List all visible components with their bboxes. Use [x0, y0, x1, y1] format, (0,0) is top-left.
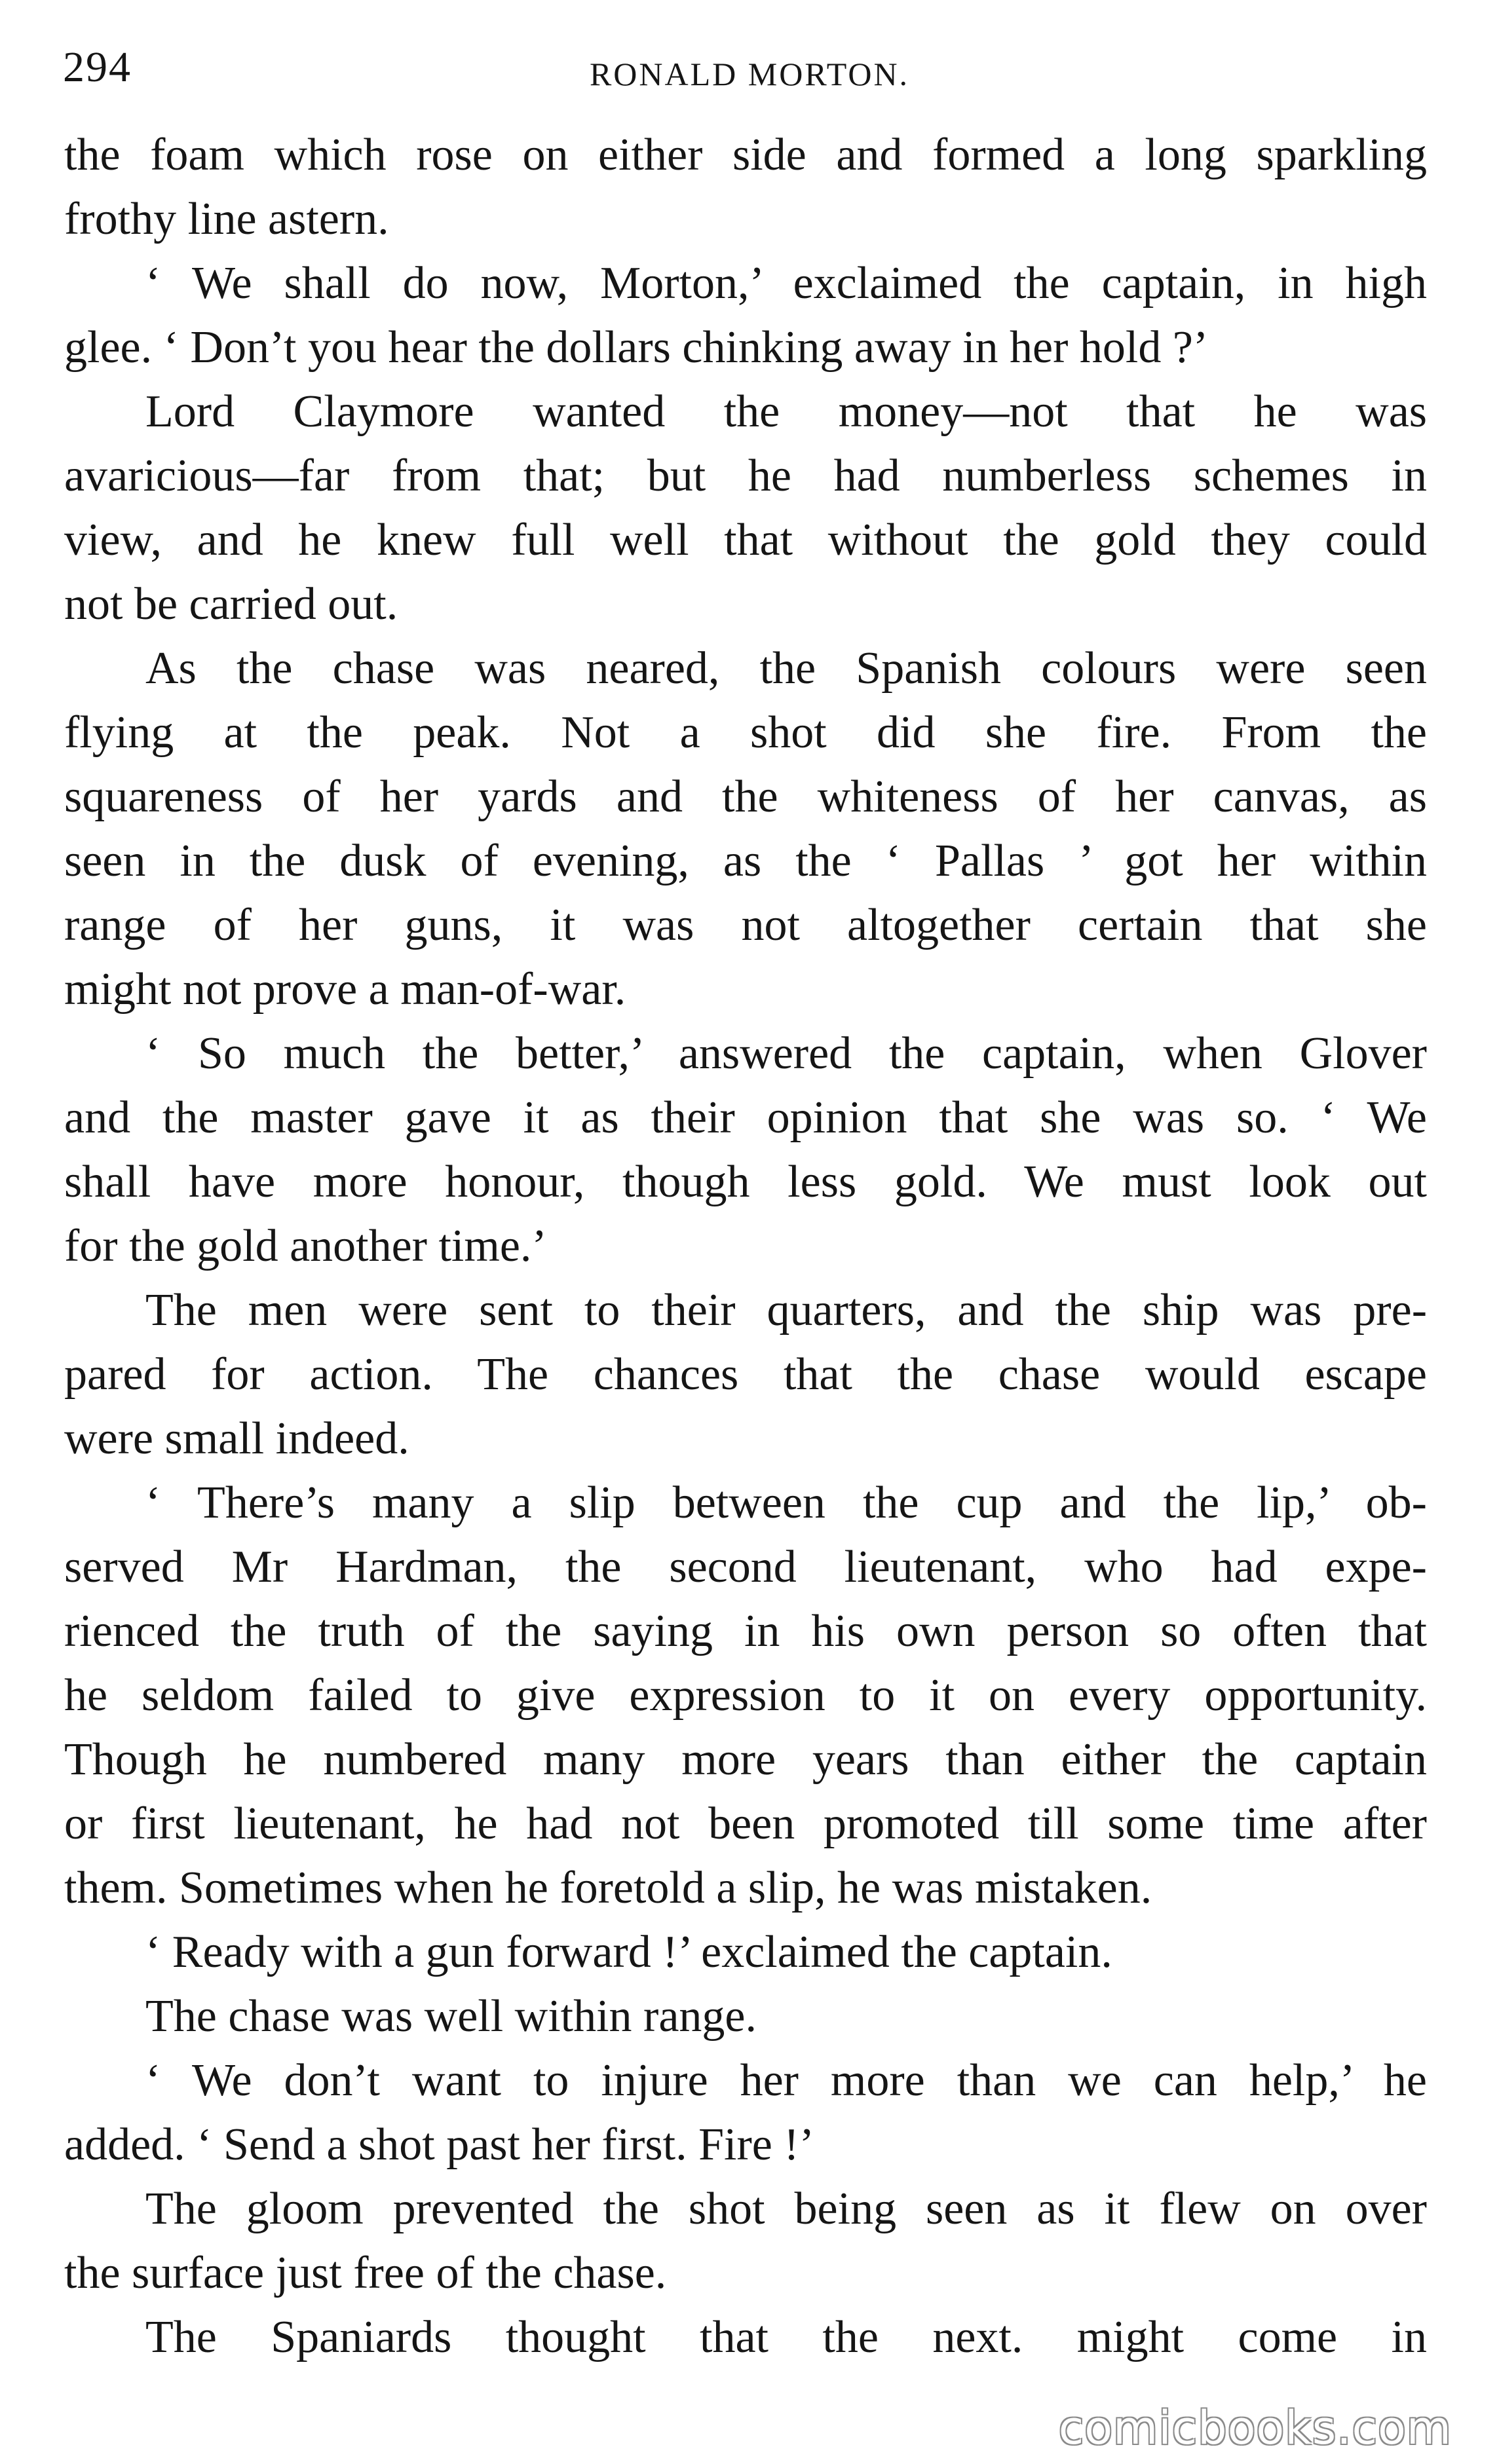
text-line: The gloom prevented the shot being seen as it flew on over [145, 2184, 1427, 2234]
text-line: Lord Claymore wanted the money—not that he was [145, 386, 1427, 437]
page-body [64, 123, 1427, 2370]
text-line: seen in the dusk of evening, as the ‘ Pallas ’ got her within [64, 836, 1427, 886]
text-line: and the master gave it as their opinion that she was so. ‘ We [64, 1092, 1427, 1143]
text-line: rienced the truth of the saying in his own person so often that [64, 1606, 1427, 1656]
text-line: ‘ We shall do now, Morton,’ exclaimed the captain, in high [145, 258, 1427, 308]
text-line: view, and he knew full well that without the gold they could [64, 515, 1427, 565]
text-line: As the chase was neared, the Spanish colours were seen [145, 643, 1427, 694]
text-line: the surface just free of the chase. [64, 2248, 667, 2298]
text-line: flying at the peak. Not a shot did she fire. From the [64, 707, 1427, 758]
text-line: added. ‘ Send a shot past her first. Fire !’ [64, 2119, 814, 2170]
text-line: range of her guns, it was not altogether certain that she [64, 900, 1427, 950]
text-line: or first lieutenant, he had not been promoted till some time after [64, 1799, 1427, 1849]
text-line: glee. ‘ Don’t you hear the dollars chinking away in her hold ?’ [64, 322, 1209, 373]
text-line: for the gold another time.’ [64, 1221, 547, 1271]
text-line: pared for action. The chances that the chase would escape [64, 1349, 1427, 1400]
text-line: them. Sometimes when he foretold a slip, he was mistaken. [64, 1863, 1152, 1913]
text-line: The men were sent to their quarters, and the ship was pre- [145, 1285, 1427, 1335]
watermark: comicbooks.com [1058, 2401, 1452, 2455]
text-line: avaricious—far from that; but he had numberless schemes in [64, 451, 1427, 501]
text-line: served Mr Hardman, the second lieutenant, who had expe- [64, 1542, 1427, 1592]
text-line: Though he numbered many more years than either the captain [64, 1734, 1427, 1785]
text-line: not be carried out. [64, 579, 398, 629]
text-line: The chase was well within range. [145, 1991, 757, 2042]
text-line: he seldom failed to give expression to it on every opportunity. [64, 1670, 1427, 1721]
text-line: might not prove a man-of-war. [64, 964, 626, 1015]
page-number: 294 [63, 43, 132, 91]
text-line: were small indeed. [64, 1413, 409, 1464]
text-line: frothy line astern. [64, 194, 389, 244]
running-title: RONALD MORTON. [589, 56, 910, 92]
text-line: squareness of her yards and the whiteness of her canvas, as [64, 772, 1427, 822]
text-line: the foam which rose on either side and formed a long sparkling [64, 130, 1427, 180]
text-line: The Spaniards thought that the next. might come in [145, 2312, 1427, 2362]
text-line: ‘ So much the better,’ answered the captain, when Glover [145, 1028, 1427, 1079]
text-line: shall have more honour, though less gold. We must look out [64, 1157, 1427, 1207]
text-line: ‘ Ready with a gun forward !’ exclaimed the captain. [145, 1927, 1112, 1977]
text-line: ‘ We don’t want to injure her more than we can help,’ he [145, 2055, 1427, 2106]
text-line: ‘ There’s many a slip between the cup and the lip,’ ob- [145, 1478, 1427, 1528]
